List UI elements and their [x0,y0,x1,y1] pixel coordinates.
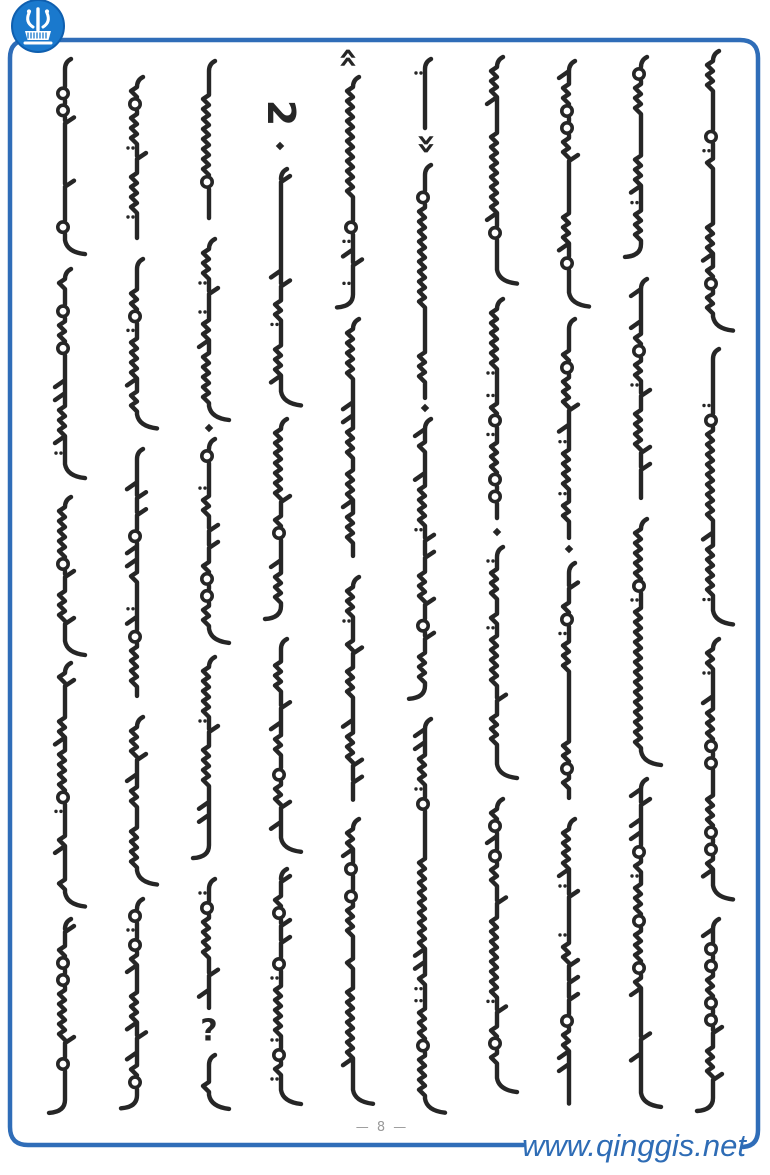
script-diacritic-dot [419,528,422,531]
script-bowl [634,916,644,926]
script-run [559,319,578,538]
text-column [49,59,85,1113]
script-diacritic-dot [630,383,633,386]
script-diacritic-dot [630,598,633,601]
script-run [337,77,362,307]
script-run [635,519,661,765]
script-diacritic-dot [563,440,566,443]
script-diacritic-dot [131,146,134,149]
script-run [415,719,445,1113]
site-logo [12,0,64,52]
text-column [121,77,157,1108]
page-border [10,40,758,1147]
script-bowl [490,415,500,425]
script-diacritic-dot [198,281,201,284]
script-run [425,59,431,128]
script-bowl [58,105,68,115]
script-bowl [706,998,716,1008]
script-diacritic-dot [563,884,566,887]
script-run [703,349,733,624]
script-diacritic-dot [59,451,62,454]
script-bowl [58,1059,68,1069]
script-bowl [490,1038,500,1048]
script-diacritic-dot [131,607,134,610]
script-bowl [418,1040,428,1050]
script-diacritic-dot [702,671,705,674]
script-run [265,419,290,619]
script-run [203,439,229,643]
script-diacritic-dot [414,999,417,1002]
script-bowl [130,531,140,541]
script-run [343,577,362,800]
script-diacritic-dot [131,928,134,931]
script-diacritic-dot [126,215,129,218]
script-diacritic-dot [203,891,206,894]
script-diacritic-dot [558,884,561,887]
script-bowl [490,474,500,484]
script-diacritic-dot [270,976,273,979]
script-bowl [562,763,572,773]
quote-close: » [407,133,447,155]
script-diacritic-dot [558,632,561,635]
script-bowl [562,123,572,133]
script-run [343,319,359,556]
script-diacritic-dot [558,933,561,936]
script-bowl [58,975,68,985]
script-run [193,657,218,858]
script-run [127,259,157,428]
script-diacritic-dot [491,1000,494,1003]
script-bowl [58,88,68,98]
script-run [487,57,517,284]
script-diacritic-dot [347,240,350,243]
script-bowl [706,944,716,954]
script-diacritic-dot [702,598,705,601]
script-bowl [634,963,644,973]
text-column [337,77,373,1104]
script-bowl [706,961,716,971]
script-bowl [634,69,644,79]
script-bowl [130,311,140,321]
script-bowl [562,614,572,624]
section-number: 2 [259,99,303,127]
script-bowl [130,911,140,921]
script-diacritic-dot [203,310,206,313]
script-bowl [274,528,284,538]
text-column [265,169,301,1104]
script-bowl [418,799,428,809]
script-diacritic-dot [491,371,494,374]
script-run [203,61,215,218]
script-bowl [274,908,284,918]
script-diacritic-dot [707,671,710,674]
script-run [631,279,650,498]
script-bowl [562,362,572,372]
script-bowl [202,177,212,187]
script-diacritic-dot [126,928,129,931]
script-bowl [706,1015,716,1025]
script-bowl [418,192,428,202]
script-diacritic-dot [486,626,489,629]
script-diacritic-dot [563,632,566,635]
script-run [343,819,373,1104]
script-diacritic-dot [131,215,134,218]
script-diacritic-dot [275,1038,278,1041]
script-run [199,239,229,420]
text-column [697,51,733,1111]
script-bowl [562,106,572,116]
script-diacritic-dot [486,1000,489,1003]
script-diacritic-dot [414,987,417,990]
script-diacritic-dot [342,240,345,243]
script-diacritic-dot [702,149,705,152]
script-bowl [634,847,644,857]
script-bowl [130,99,140,109]
script-diacritic-dot [126,329,129,332]
script-diacritic-dot [486,371,489,374]
script-diacritic-dot [635,598,638,601]
script-bowl [490,228,500,238]
script-run [559,61,589,307]
script-diacritic-dot [707,598,710,601]
mongolian-comma-dot [205,424,213,432]
text-column [625,57,661,1107]
script-diacritic-dot [131,329,134,332]
script-run [559,819,578,1104]
script-diacritic-dot [491,394,494,397]
script-diacritic-dot [270,1077,273,1080]
script-diacritic-dot [347,619,350,622]
script-diacritic-dot [486,433,489,436]
script-bowl [706,278,716,288]
script-bowl [274,959,284,969]
script-run [199,879,218,1008]
script-bowl [202,903,212,913]
script-diacritic-dot [486,559,489,562]
script-diacritic-dot [275,323,278,326]
script-diacritic-dot [419,987,422,990]
script-run [127,717,157,885]
script-diacritic-dot [342,282,345,285]
script-diacritic-dot [630,201,633,204]
script-diacritic-dot [198,891,201,894]
punctuation-marks [200,47,447,1048]
script-diacritic-dot [347,282,350,285]
script-diacritic-dot [414,71,417,74]
script-bowl [130,1077,140,1087]
script-bowl [706,741,716,751]
script-diacritic-dot [491,626,494,629]
script-run [491,547,517,778]
script-run [275,869,301,1104]
script-diacritic-dot [419,787,422,790]
script-diacritic-dot [126,607,129,610]
script-diacritic-dot [275,976,278,979]
script-bowl [274,770,284,780]
script-bowl [58,958,68,968]
script-bowl [634,581,644,591]
script-diacritic-dot [198,719,201,722]
script-bowl [418,621,428,631]
script-diacritic-dot [707,149,710,152]
script-bowl [562,1016,572,1026]
script-diacritic-dot [419,999,422,1002]
script-bowl [58,343,68,353]
script-run [127,449,146,696]
script-run [409,419,434,699]
script-diacritic-dot [635,201,638,204]
script-bowl [706,415,716,425]
script-diacritic-dot [414,528,417,531]
script-diacritic-dot [558,492,561,495]
script-run [55,269,85,478]
script-diacritic-dot [198,486,201,489]
script-run [271,639,301,852]
script-diacritic-dot [563,492,566,495]
text-column [486,57,517,1092]
script-bowl [346,222,356,232]
script-bowl [58,792,68,802]
script-bowl [706,758,716,768]
mongolian-comma-dot [493,528,501,536]
mongolian-script-text [49,51,733,1113]
script-diacritic-dot [203,719,206,722]
script-diacritic-dot [59,810,62,813]
script-diacritic-dot [54,810,57,813]
script-diacritic-dot [635,383,638,386]
script-diacritic-dot [275,1077,278,1080]
script-diacritic-dot [486,394,489,397]
script-bowl [130,632,140,642]
script-diacritic-dot [702,404,705,407]
script-bowl [490,491,500,501]
script-bowl [706,132,716,142]
script-bowl [202,591,212,601]
script-diacritic-dot [270,1038,273,1041]
script-bowl [202,574,212,584]
script-diacritic-dot [707,404,710,407]
mongolian-comma-dot [565,545,573,553]
text-column [409,59,445,1113]
script-diacritic-dot [198,310,201,313]
script-diacritic-dot [54,451,57,454]
script-run [271,169,301,405]
script-bowl [58,222,68,232]
script-diacritic-dot [126,146,129,149]
script-bowl [634,346,644,356]
script-run [631,779,661,1107]
script-diacritic-dot [635,874,638,877]
script-run [55,663,85,907]
script-run [49,919,74,1113]
page-number: — 8 — [355,1120,409,1135]
text-column [558,61,589,1104]
script-diacritic-dot [491,433,494,436]
script-diacritic-dot [342,619,345,622]
script-diacritic-dot [270,323,273,326]
script-diacritic-dot [203,486,206,489]
script-bowl [490,851,500,861]
script-bowl [706,844,716,854]
question-mark: ? [200,1013,218,1049]
script-bowl [490,821,500,831]
script-run [625,57,647,257]
script-bowl [562,258,572,268]
script-diacritic-dot [630,874,633,877]
script-bowl [346,864,356,874]
script-bowl [706,827,716,837]
script-bowl [202,451,212,461]
script-run [59,497,85,655]
quote-open: « [329,47,369,69]
script-diacritic-dot [414,787,417,790]
mongolian-comma-dot [421,404,429,412]
script-diacritic-dot [491,559,494,562]
script-diacritic-dot [203,281,206,284]
script-run [203,1055,229,1109]
script-diacritic-dot [558,440,561,443]
script-diacritic-dot [563,933,566,936]
script-diacritic-dot [419,71,422,74]
script-bowl [346,891,356,901]
site-url-link[interactable]: www.qinggis.net [521,1128,746,1163]
mongolian-comma-dot [276,142,284,150]
text-column [193,61,229,1109]
script-bowl [58,306,68,316]
script-bowl [274,1050,284,1060]
script-bowl [130,940,140,950]
script-bowl [58,559,68,569]
